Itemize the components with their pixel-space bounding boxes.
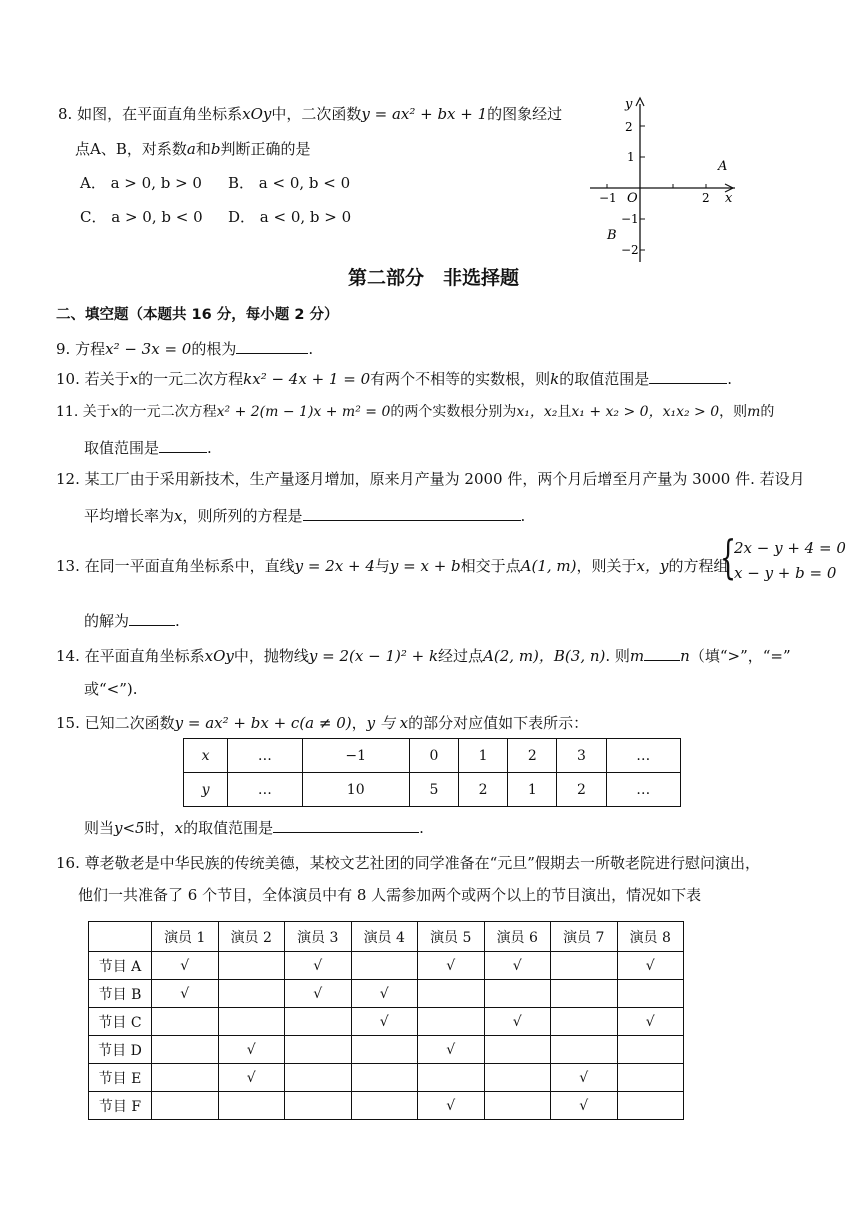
row-label: 节目 C [89,1008,152,1036]
row-label: 节目 D [89,1036,152,1064]
check-cell [617,980,684,1008]
q8-coordinate-graph [585,92,745,267]
check-cell [418,980,485,1008]
q11-equation: x² + 2(m − 1)x + m² = 0 [216,404,391,420]
q15-text-2: ， [351,714,367,732]
table-cell: x [184,739,228,773]
q8-b: b [210,140,221,158]
q14-text-4: . 则 [605,647,630,665]
table-cell: 0 [409,739,458,773]
check-cell [218,1008,285,1036]
row-label: 节目 E [89,1064,152,1092]
q16-text: 尊老敬老是中华民族的传统美德，某校文艺社团的同学准备在“元旦”假期去一所敬老院进行慰问演出， [84,854,760,872]
check-cell: √ [218,1036,285,1064]
q16-performance-table [88,921,684,1120]
q11-line2 [84,437,212,458]
check-cell: √ [152,952,219,980]
row-label: 节目 B [89,980,152,1008]
q11-text-3: 的两个实数根分别为 [390,404,517,420]
q15-row-x [184,739,681,773]
y-tick-label-n2: −2 [621,243,639,257]
table-row [89,1008,684,1036]
check-cell [351,1036,418,1064]
q10-text-4: 的取值范围是 [559,370,650,388]
check-cell [285,1092,352,1120]
table-cell: 1 [508,773,557,807]
q14-text: 在平面直角坐标系 [84,647,205,665]
q13-system-brace: { [720,530,737,584]
q8-a: a [186,140,196,158]
table-cell: … [606,773,680,807]
q12-x: x [174,507,183,525]
table-cell: 10 [302,773,409,807]
x-axis-label: x [725,191,733,206]
check-cell: √ [551,1092,618,1120]
check-cell [484,1092,551,1120]
check-cell [551,980,618,1008]
q16-line1 [56,852,760,873]
part2-title: 第二部分 非选择题 [347,267,519,289]
q15-text-3: 的部分对应值如下表所示： [408,714,589,732]
q8-and: 和 [195,140,211,158]
check-cell [484,1064,551,1092]
table-header: 演员 3 [285,922,352,952]
table-cell: −1 [302,739,409,773]
q13-xy: x，y [636,557,669,575]
table-header [89,922,152,952]
q15-text: 已知二次函数 [84,714,175,732]
x-tick-label-n1: −1 [599,191,617,205]
check-cell: √ [418,952,485,980]
q8-line1 [58,103,562,124]
q9-equation: x² − 3x = 0 [105,340,192,358]
q11-line2-text: 取值范围是 [84,439,160,457]
y-tick-label-2: 2 [625,120,633,134]
q16-line2: 他们一共准备了 6 个节目，全体演员中有 8 人需参加两个或两个以上的节目演出，情况如下表 [78,886,702,904]
q13-line-2: y = x + b [389,557,461,575]
q8-text: 如图，在平面直角坐标系 [77,105,243,123]
check-cell [418,1008,485,1036]
check-cell [152,1092,219,1120]
q15-line2-text-c: 的取值范围是 [183,819,274,837]
q15-row-y [184,773,681,807]
q11-conditions: x₁ + x₂ > 0，x₁x₂ > 0 [571,404,720,420]
y-tick-label-1: 1 [627,150,635,164]
table-cell: 5 [409,773,458,807]
check-cell: √ [551,1064,618,1092]
table-header: 演员 7 [551,922,618,952]
q15-line2-text: 则当 [84,819,115,837]
q12-line2-text-b: ，则所列的方程是 [182,507,303,525]
q14-number: 14. [56,647,80,665]
check-cell: √ [617,952,684,980]
check-cell [484,980,551,1008]
check-cell [218,952,285,980]
q13-system-eq2: x − y + b = 0 [734,564,837,582]
table-cell: 1 [459,739,508,773]
q13-text-4: ，则关于 [576,557,637,575]
table-row [89,980,684,1008]
q8-text-c: 的图象经过 [487,105,563,123]
q11-number: 11. [56,404,79,420]
q13-line1 [56,555,728,576]
check-cell: √ [484,952,551,980]
q8-function: y = ax² + bx + 1 [361,105,488,123]
q11-text-4: 且 [557,404,572,420]
q12-answer-blank[interactable] [303,506,521,521]
q9-number: 9. [56,340,71,358]
table-cell: 3 [557,739,606,773]
q15-line2 [84,817,424,838]
q15-condition: y<5 [114,819,145,837]
q13-number: 13. [56,557,80,575]
check-cell: √ [152,980,219,1008]
q8-option-a: A． a > 0, b > 0 [80,174,202,192]
q14-m: m [629,647,645,665]
q15-number: 15. [56,714,80,732]
q11-line1 [56,401,774,421]
q16-header-row [89,922,684,952]
check-cell [617,1036,684,1064]
q11-text-6: 的 [760,404,775,420]
check-cell: √ [484,1008,551,1036]
q14-n: n [680,647,690,665]
q10 [56,368,732,389]
y-tick-label-n1: −1 [621,212,639,226]
origin-label: O [627,191,638,206]
q13-line-1: y = 2x + 4 [294,557,375,575]
q15-line2-text-b: 时， [144,819,175,837]
table-cell: … [228,739,302,773]
q9-end: . [308,340,314,358]
q14-text-2: 中，抛物线 [233,647,309,665]
table-cell: … [606,739,680,773]
q9-text-2: 的根为 [191,340,237,358]
q8-option-d: D． a < 0, b > 0 [228,208,352,226]
q12-end: . [520,507,526,525]
table-cell: 2 [459,773,508,807]
q14-line1 [56,645,791,666]
q8-text-2b: 判断正确的是 [220,140,311,158]
q10-answer-blank[interactable] [649,369,727,384]
q8-text-2: 点A、B，对系数 [75,140,187,158]
q15-end: . [419,819,424,837]
q12-line2 [84,505,525,526]
section-title: 二、填空题（本题共 16 分，每小题 2 分） [56,307,339,323]
table-header: 演员 1 [152,922,219,952]
point-b-label: B [607,228,617,243]
row-label: 节目 F [89,1092,152,1120]
check-cell [551,1008,618,1036]
check-cell [152,1008,219,1036]
table-header: 演员 8 [617,922,684,952]
q13-line2 [84,610,180,631]
y-axis-label: y [625,97,633,112]
q9 [56,338,313,359]
q16-number: 16. [56,854,80,872]
check-cell: √ [351,980,418,1008]
check-cell [218,1092,285,1120]
check-cell: √ [617,1008,684,1036]
q8-text-b: 中，二次函数 [271,105,362,123]
q15-x: x [174,819,184,837]
check-cell: √ [418,1092,485,1120]
q14-text-3: 经过点 [438,647,484,665]
check-cell [285,1008,352,1036]
q10-end: . [727,370,733,388]
check-cell: √ [285,980,352,1008]
q9-answer-blank[interactable] [236,339,308,354]
table-row [89,952,684,980]
q13-text-3: 相交于点 [460,557,521,575]
table-header: 演员 5 [418,922,485,952]
q15-yx: y 与 x [366,714,409,732]
q15-value-table [183,738,681,807]
q8-option-b: B． a < 0, b < 0 [228,174,351,192]
q13-text: 在同一平面直角坐标系中，直线 [84,557,295,575]
q10-text-3: 有两个不相等的实数根，则 [370,370,551,388]
check-cell [285,1036,352,1064]
table-cell: y [184,773,228,807]
x-tick-label-2: 2 [702,191,710,205]
check-cell [551,1036,618,1064]
check-cell [617,1092,684,1120]
q10-k: k [550,370,560,388]
check-cell [351,1092,418,1120]
q10-x: x [129,370,139,388]
q11-x: x [110,404,119,420]
check-cell [617,1064,684,1092]
q12-line2-text: 平均增长率为 [84,507,175,525]
check-cell [152,1064,219,1092]
table-header: 演员 2 [218,922,285,952]
table-row [89,1064,684,1092]
check-cell [351,952,418,980]
check-cell [351,1064,418,1092]
check-cell [152,1036,219,1064]
check-cell [551,952,618,980]
table-cell: 2 [508,739,557,773]
q11-m: m [747,404,761,420]
table-cell: 2 [557,773,606,807]
check-cell: √ [285,952,352,980]
q15-answer-blank[interactable] [273,818,419,833]
q13-line2-text: 的解为 [84,612,130,630]
table-cell: … [228,773,302,807]
check-cell [418,1064,485,1092]
q14-plane: xOy [204,647,234,665]
q15-equation: y = ax² + bx + c(a ≠ 0) [174,714,352,732]
q13-point: A(1, m) [520,557,577,575]
q10-text-2: 的一元二次方程 [138,370,244,388]
check-cell: √ [418,1036,485,1064]
q10-text: 若关于 [84,370,130,388]
q8-line2 [75,138,310,159]
check-cell [484,1036,551,1064]
q8-plane: xOy [242,105,272,123]
table-row [89,1036,684,1064]
q15-line1 [56,712,588,733]
q13-system-eq1: 2x − y + 4 = 0 [734,539,846,557]
q11-end: . [207,439,212,457]
q10-number: 10. [56,370,80,388]
q12-number: 12. [56,470,80,488]
q8-number: 8. [58,105,73,123]
q11-text: 关于 [82,404,111,420]
q14-line2: 或“<”). [84,680,138,698]
q9-text: 方程 [75,340,106,358]
check-cell [285,1064,352,1092]
q13-text-5: 的方程组 [668,557,729,575]
check-cell: √ [218,1064,285,1092]
q14-equation: y = 2(x − 1)² + k [308,647,439,665]
q12-text: 某工厂由于采用新技术，生产量逐月增加，原来月产量为 2000 件，两个月后增至月产量为 3000 件. 若设月 [84,470,805,488]
q13-text-2: 与 [374,557,390,575]
q11-text-5: ，则 [719,404,748,420]
row-label: 节目 A [89,952,152,980]
check-cell: √ [351,1008,418,1036]
q8-option-c: C． a > 0, b < 0 [80,208,203,226]
point-a-label: A [718,159,728,174]
q12-line1 [56,468,805,489]
q14-answer-blank[interactable] [644,646,680,661]
q11-text-2: 的一元二次方程 [118,404,217,420]
q11-answer-blank[interactable] [159,438,207,453]
q14-text-5: （填“>”，“=” [689,647,791,665]
q14-points: A(2, m)，B(3, n) [483,647,606,665]
q13-end: . [175,612,180,630]
table-header: 演员 6 [484,922,551,952]
table-row [89,1092,684,1120]
q10-equation: kx² − 4x + 1 = 0 [243,370,371,388]
check-cell [218,980,285,1008]
q11-roots: x₁，x₂ [516,404,558,420]
table-header: 演员 4 [351,922,418,952]
q13-answer-blank[interactable] [129,611,175,626]
